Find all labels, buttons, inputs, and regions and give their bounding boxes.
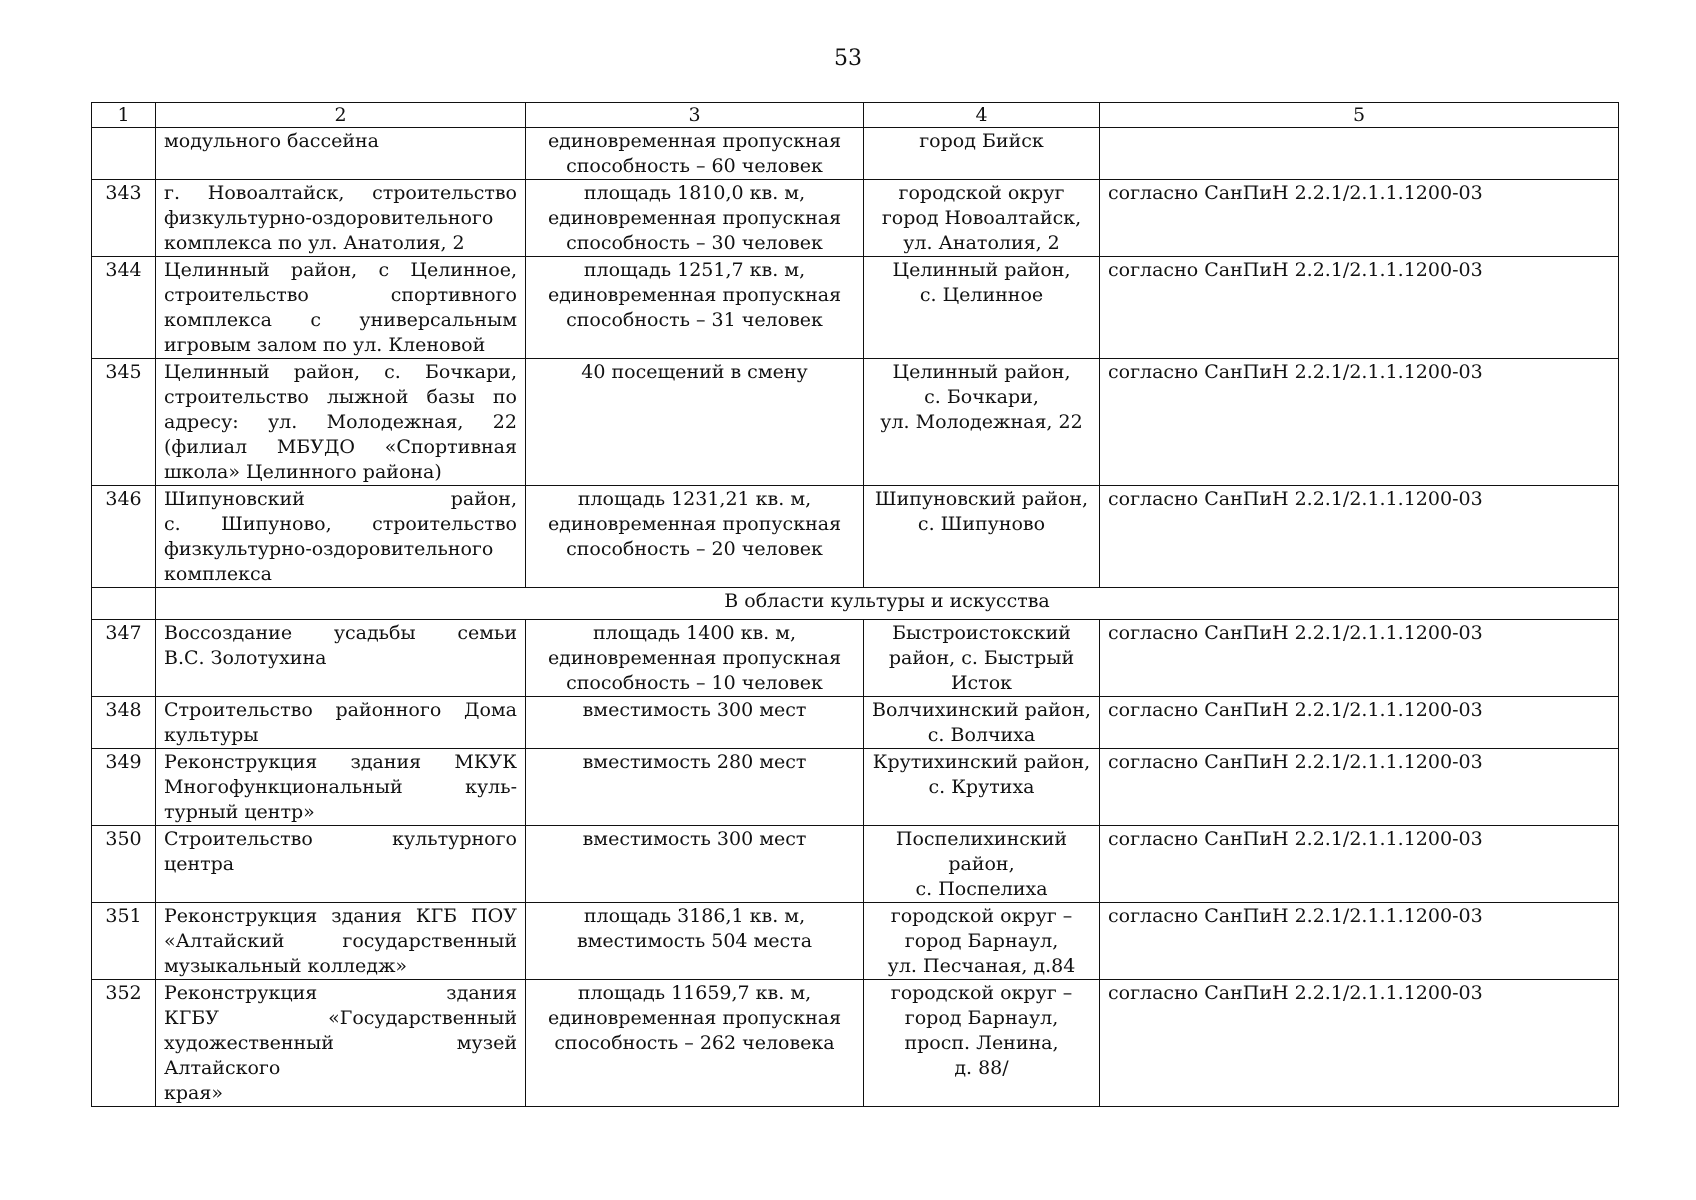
object-name-cell	[156, 620, 526, 697]
object-location-cell	[864, 903, 1100, 980]
row-number: 345	[92, 359, 156, 486]
object-name-line: школа» Целинного района)	[164, 461, 442, 483]
object-name-line: (филиал МБУДО «Спортивная	[164, 436, 517, 458]
row-number: 351	[92, 903, 156, 980]
object-name-line: г. Новоалтайск, строительство	[164, 182, 517, 204]
object-capacity-line: способность – 31 человек	[566, 309, 823, 331]
table-row	[92, 128, 1619, 180]
row-number: 343	[92, 180, 156, 257]
row-number: 344	[92, 257, 156, 359]
page-number: 53	[834, 46, 862, 71]
object-capacity-line: единовременная пропускная	[547, 647, 842, 669]
column-header-1: 1	[92, 103, 156, 128]
object-location-cell	[864, 826, 1100, 903]
object-capacity-line: единовременная пропускная	[547, 130, 842, 152]
object-capacity-line: 40 посещений в смену	[581, 361, 808, 383]
regulation-cell: согласно СанПиН 2.2.1/2.1.1.1200-03	[1100, 826, 1619, 903]
object-name-line: физкультурно-оздоровительного	[164, 207, 494, 229]
object-capacity-line: способность – 20 человек	[566, 538, 823, 560]
regulation-cell: согласно СанПиН 2.2.1/2.1.1.1200-03	[1100, 486, 1619, 588]
table-row	[92, 359, 1619, 486]
object-name-line: культуры	[164, 724, 259, 746]
object-location-cell	[864, 749, 1100, 826]
object-name-cell	[156, 826, 526, 903]
object-location-line: с. Поспелиха	[915, 878, 1048, 900]
row-number: 349	[92, 749, 156, 826]
object-name-cell	[156, 903, 526, 980]
table-body	[92, 128, 1619, 1107]
row-number: 348	[92, 697, 156, 749]
object-name-line: комплекса по ул. Анатолия, 2	[164, 232, 465, 254]
object-capacity-cell	[526, 980, 864, 1107]
row-number	[92, 128, 156, 180]
object-capacity-cell	[526, 486, 864, 588]
table-row	[92, 903, 1619, 980]
object-capacity-cell	[526, 697, 864, 749]
object-name-line: адресу: ул. Молодежная, 22	[164, 411, 517, 433]
object-location-line: город Бийск	[919, 130, 1044, 152]
object-location-line: район, с. Быстрый	[888, 647, 1075, 669]
object-capacity-line: площадь 3186,1 кв. м,	[583, 905, 806, 927]
object-location-line: Исток	[950, 672, 1013, 694]
section-row	[92, 588, 1619, 620]
object-capacity-cell	[526, 128, 864, 180]
object-location-line: с. Шипуново	[917, 513, 1046, 535]
object-location-line: район,	[948, 853, 1015, 875]
object-location-line: городской округ –	[890, 905, 1073, 927]
object-location-line: Волчихинский район,	[872, 699, 1091, 721]
object-location-line: ул. Песчаная, д.84	[887, 955, 1076, 977]
object-capacity-line: площадь 1231,21 кв. м,	[577, 488, 812, 510]
object-location-line: с. Крутиха	[928, 776, 1035, 798]
regulation-cell: согласно СанПиН 2.2.1/2.1.1.1200-03	[1100, 257, 1619, 359]
object-name-cell	[156, 257, 526, 359]
object-name-line: Строительство культурного центра	[164, 828, 517, 875]
object-name-line: модульного бассейна	[164, 130, 379, 152]
object-location-cell	[864, 257, 1100, 359]
object-location-line: Поспелихинский	[895, 828, 1068, 850]
object-capacity-line: вместимость 300 мест	[582, 699, 807, 721]
object-capacity-line: площадь 1400 кв. м,	[592, 622, 797, 644]
object-location-cell	[864, 486, 1100, 588]
object-location-line: д. 88/	[954, 1057, 1009, 1079]
object-capacity-line: способность – 60 человек	[566, 155, 823, 177]
object-location-line: ул. Анатолия, 2	[903, 232, 1060, 254]
row-number: 346	[92, 486, 156, 588]
object-location-line: Целинный район,	[892, 361, 1071, 383]
object-capacity-line: вместимость 300 мест	[582, 828, 807, 850]
object-capacity-line: единовременная пропускная	[547, 207, 842, 229]
object-capacity-line: способность – 10 человек	[566, 672, 823, 694]
object-name-line: Шипуновский район,	[164, 488, 517, 510]
object-capacity-cell	[526, 257, 864, 359]
column-header-4: 4	[864, 103, 1100, 128]
table-row	[92, 486, 1619, 588]
object-name-line: художественный музей Алтайского	[164, 1032, 517, 1079]
regulation-cell: согласно СанПиН 2.2.1/2.1.1.1200-03	[1100, 697, 1619, 749]
column-header-5: 5	[1100, 103, 1619, 128]
object-capacity-line: способность – 30 человек	[566, 232, 823, 254]
object-name-line: игровым залом по ул. Кленовой	[164, 334, 486, 356]
object-name-line: В.С. Золотухина	[164, 647, 327, 669]
object-capacity-cell	[526, 749, 864, 826]
object-name-line: Реконструкция здания	[164, 982, 517, 1004]
object-location-line: Целинный район,	[892, 259, 1071, 281]
object-location-cell	[864, 980, 1100, 1107]
object-capacity-cell	[526, 620, 864, 697]
object-name-line: комплекса с универсальным	[164, 309, 517, 331]
object-capacity-line: площадь 1810,0 кв. м,	[583, 182, 806, 204]
regulation-cell: согласно СанПиН 2.2.1/2.1.1.1200-03	[1100, 620, 1619, 697]
object-location-line: город Барнаул,	[904, 930, 1059, 952]
object-name-cell	[156, 980, 526, 1107]
object-name-line: Строительство районного Дома	[164, 699, 517, 721]
row-number: 350	[92, 826, 156, 903]
object-name-line: Воссоздание усадьбы семьи	[164, 622, 517, 644]
object-capacity-line: площадь 11659,7 кв. м,	[577, 982, 812, 1004]
object-location-cell	[864, 620, 1100, 697]
object-capacity-line: вместимость 504 места	[576, 930, 813, 952]
object-location-line: городской округ	[898, 182, 1065, 204]
object-location-cell	[864, 180, 1100, 257]
object-capacity-cell	[526, 826, 864, 903]
object-location-cell	[864, 128, 1100, 180]
object-name-line: края»	[164, 1082, 223, 1104]
object-name-cell	[156, 359, 526, 486]
object-name-cell	[156, 697, 526, 749]
object-location-line: город Барнаул,	[904, 1007, 1059, 1029]
object-name-line: Многофункциональный куль-	[164, 776, 517, 798]
object-capacity-line: единовременная пропускная	[547, 1007, 842, 1029]
object-capacity-line: способность – 262 человека	[554, 1032, 835, 1054]
object-capacity-cell	[526, 180, 864, 257]
section-row-number-cell	[92, 588, 156, 620]
table-row	[92, 749, 1619, 826]
object-location-cell	[864, 697, 1100, 749]
object-name-cell	[156, 486, 526, 588]
object-location-line: с. Целинное	[919, 284, 1044, 306]
column-header-3: 3	[526, 103, 864, 128]
object-capacity-line: единовременная пропускная	[547, 284, 842, 306]
object-name-line: комплекса	[164, 563, 272, 585]
object-capacity-line: вместимость 280 мест	[582, 751, 807, 773]
object-capacity-line: единовременная пропускная	[547, 513, 842, 535]
object-name-cell	[156, 128, 526, 180]
table-row	[92, 257, 1619, 359]
object-location-line: ул. Молодежная, 22	[880, 411, 1083, 433]
table-row	[92, 980, 1619, 1107]
regulation-cell: согласно СанПиН 2.2.1/2.1.1.1200-03	[1100, 980, 1619, 1107]
object-capacity-line: площадь 1251,7 кв. м,	[583, 259, 806, 281]
table-row	[92, 180, 1619, 257]
object-name-line: Целинный район, с Целинное,	[164, 259, 517, 281]
object-name-line: «Алтайский государственный	[164, 930, 517, 952]
column-header-2: 2	[156, 103, 526, 128]
regulation-cell: согласно СанПиН 2.2.1/2.1.1.1200-03	[1100, 749, 1619, 826]
object-name-cell	[156, 749, 526, 826]
table-header-row	[92, 103, 1619, 128]
object-name-line: Целинный район, с. Бочкари,	[164, 361, 517, 383]
object-location-line: с. Волчиха	[927, 724, 1036, 746]
object-capacity-cell	[526, 903, 864, 980]
section-title: В области культуры и искусства	[156, 588, 1619, 620]
object-location-line: город Новоалтайск,	[881, 207, 1082, 229]
regulation-cell	[1100, 128, 1619, 180]
table-row	[92, 697, 1619, 749]
row-number: 347	[92, 620, 156, 697]
object-location-cell	[864, 359, 1100, 486]
object-capacity-cell	[526, 359, 864, 486]
object-location-line: Быстроистокский	[892, 622, 1071, 644]
table-row	[92, 826, 1619, 903]
row-number: 352	[92, 980, 156, 1107]
regulation-cell: согласно СанПиН 2.2.1/2.1.1.1200-03	[1100, 903, 1619, 980]
object-name-line: музыкальный колледж»	[164, 955, 408, 977]
regulation-cell: согласно СанПиН 2.2.1/2.1.1.1200-03	[1100, 180, 1619, 257]
regulation-cell: согласно СанПиН 2.2.1/2.1.1.1200-03	[1100, 359, 1619, 486]
object-name-line: строительство спортивного	[164, 284, 517, 306]
objects-table	[91, 102, 1619, 1107]
object-name-line: строительство лыжной базы по	[164, 386, 517, 408]
object-name-line: с. Шипуново, строительство	[164, 513, 517, 535]
object-name-line: Реконструкция здания МКУК	[164, 751, 517, 773]
object-location-line: Шипуновский район,	[874, 488, 1089, 510]
object-location-line: Крутихинский район,	[872, 751, 1091, 773]
object-location-line: просп. Ленина,	[904, 1032, 1059, 1054]
object-location-line: городской округ –	[890, 982, 1073, 1004]
object-name-line: КГБУ «Государственный	[164, 1007, 517, 1029]
object-name-line: физкультурно-оздоровительного	[164, 538, 494, 560]
object-location-line: с. Бочкари,	[924, 386, 1039, 408]
object-name-line: Реконструкция здания КГБ ПОУ	[164, 905, 517, 927]
table-row	[92, 620, 1619, 697]
object-name-line: турный центр»	[164, 801, 315, 823]
object-name-cell	[156, 180, 526, 257]
